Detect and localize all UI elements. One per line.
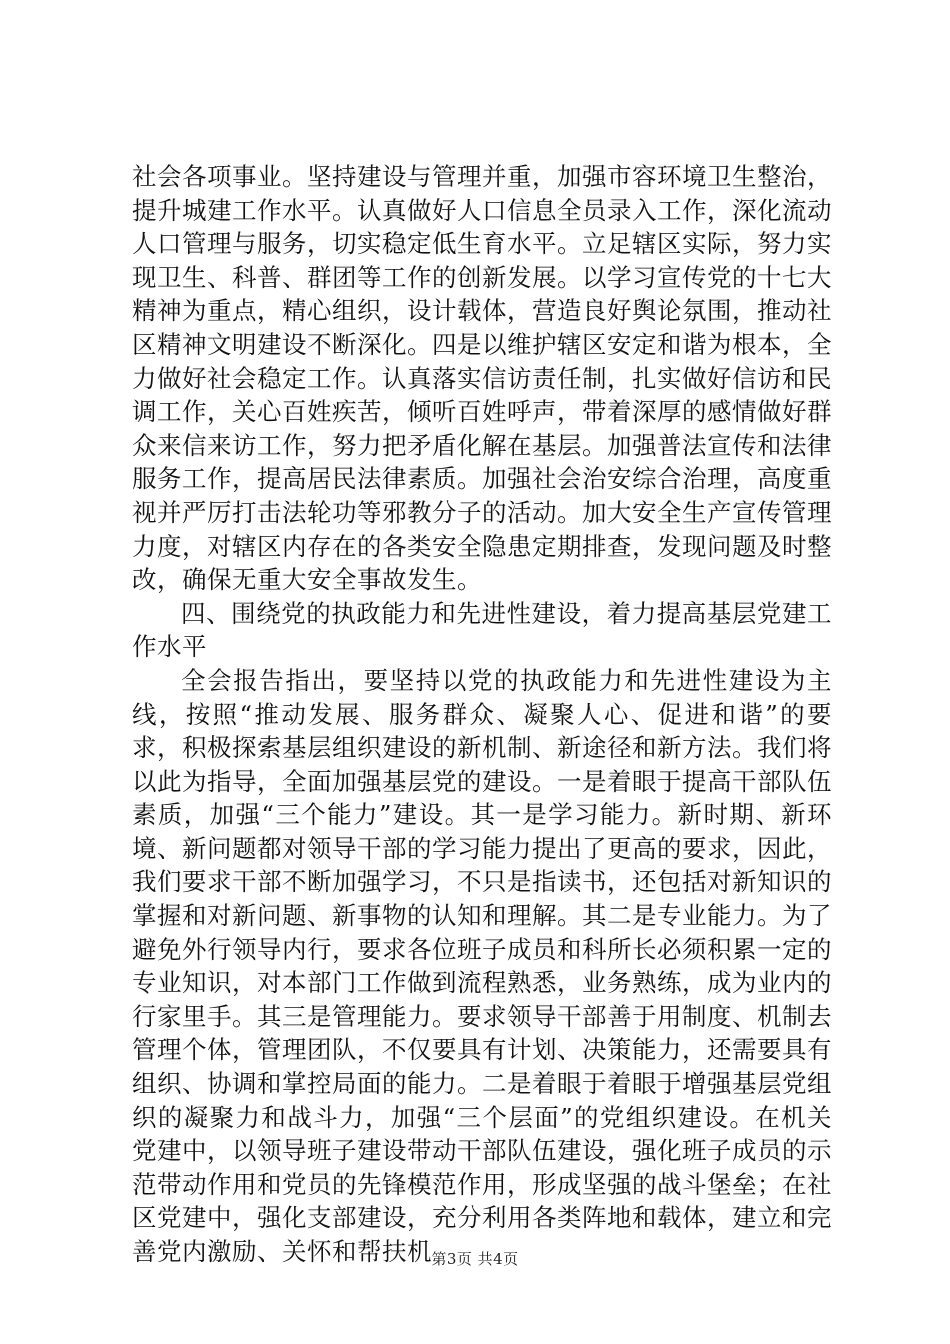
document-body	[132, 160, 832, 1269]
paragraph-1: 社会各项事业。坚持建设与管理并重，加强市容环境卫生整治，提升城建工作水平。认真做好人口信息全员录入工作，深化流动人口管理与服务，切实稳定低生育水平。立足辖区实际，努力实现卫生、科普、群团等工作的创新发展。以学习宣传党的十七大精神为重点，精心组织，设计载体，营造良好舆论氛围，推动社区精神文明建设不断深化。四是以维护辖区安定和谐为根本，全力做好社会稳定工作。认真落实信访责任制，扎实做好信访和民调工作，关心百姓疾苦，倾听百姓呼声，带着深厚的感情做好群众来信来访工作，努力把矛盾化解在基层。加强普法宣传和法律服务工作，提高居民法律素质。加强社会治安综合治理，高度重视并严厉打击法轮功等邪教分子的活动。加大安全生产宣传管理力度，对辖区内存在的各类安全隐患定期排查，发现问题及时整改，确保无重大安全事故发生。	[132, 162, 832, 595]
page-number-label: 第3页 共4页	[431, 1250, 519, 1268]
paragraph-3: 全会报告指出，要坚持以党的执政能力和先进性建设为主线，按照“推动发展、服务群众、凝聚人心、促进和谐”的要求，积极探索基层组织建设的新机制、新途径和新方法。我们将以此为指导，全面加强基层党的建设。一是着眼于提高干部队伍素质，加强“三个能力”建设。其一是学习能力。新时期、新环境、新问题都对领导干部的学习能力提出了更高的要求，因此，我们要求干部不断加强学习，不只是指读书，还包括对新知识的掌握和对新问题、新事物的认知和理解。其二是专业能力。为了避免外行领导内行，要求各位班子成员和科所长必须积累一定的专业知识，对本部门工作做到流程熟悉，业务熟练，成为业内的行家里手。其三是管理能力。要求领导干部善于用制度、机制去管理个体，管理团队，不仅要具有计划、决策能力，还需要具有组织、协调和掌控局面的能力。二是着眼于着眼于增强基层党组织的凝聚力和战斗力，加强“三个层面”的党组织建设。在机关党建中，以领导班子建设带动干部队伍建设，强化班子成员的示范带动作用和党员的先锋模范作用，形成坚强的战斗堡垒；在社区党建中，强化支部建设，充分利用各类阵地和载体，建立和完善党内激励、关怀和帮扶机	[132, 665, 832, 1266]
page-footer	[0, 1248, 950, 1269]
section-heading-4: 四、围绕党的执政能力和先进性建设，着力提高基层党建工作水平	[132, 598, 832, 662]
